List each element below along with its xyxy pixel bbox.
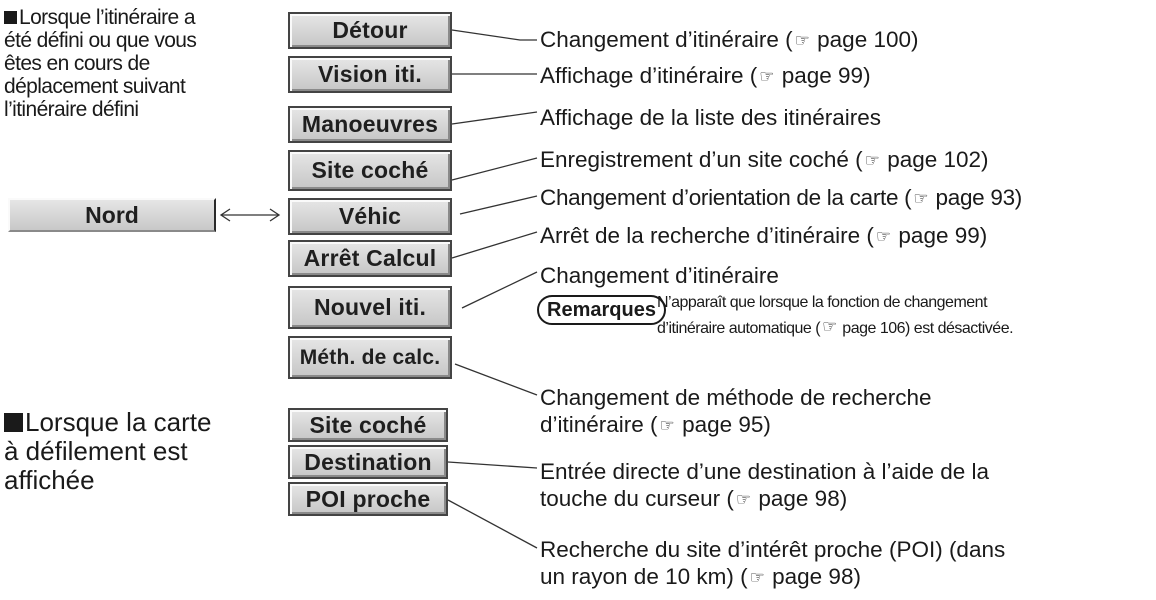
desc-meth-de-calc: Changement de méthode de recherche d’itinéraire ( ☞ page 95)	[540, 385, 932, 437]
caption-line: Lorsque la carte	[4, 408, 274, 437]
page-reference-icon: ☞	[822, 317, 837, 336]
detour-button[interactable]: Détour	[288, 12, 452, 49]
desc-arret-calcul: Arrêt de la recherche d’itinéraire ( ☞ page 99)	[540, 223, 988, 248]
poi-proche-button[interactable]: POI proche	[288, 482, 448, 516]
site-coche-button[interactable]: Site coché	[288, 150, 452, 191]
page-reference-icon: ☞	[875, 227, 891, 246]
page-reference-icon: ☞	[913, 189, 928, 208]
desc-poi-proche: Recherche du site d’intérêt proche (POI) (dans un rayon de 10 km) ( ☞ page 98)	[540, 537, 1006, 589]
page-reference-icon: ☞	[659, 416, 674, 435]
page-reference-icon: ☞	[749, 568, 764, 587]
arret-calcul-button[interactable]: Arrêt Calcul	[288, 240, 452, 277]
desc-vehic: Changement d’orientation de la carte ( ☞ page 93)	[540, 185, 1022, 210]
nouvel-iti-button[interactable]: Nouvel iti.	[288, 286, 452, 329]
desc-manoeuvres: Affichage de la liste des itinéraires	[540, 105, 882, 130]
site-coche-scroll-button[interactable]: Site coché	[288, 408, 448, 442]
vehic-button[interactable]: Véhic	[288, 198, 452, 235]
caption-line: à défilement est	[4, 436, 188, 466]
desc-site-coche: Enregistrement d’un site coché ( ☞ page 102)	[540, 147, 989, 172]
desc-nouvel-iti: Changement d’itinéraire	[540, 263, 779, 288]
page-reference-icon: ☞	[864, 151, 879, 170]
vision-iti-button[interactable]: Vision iti.	[288, 56, 452, 93]
remarques-note-line2: d’itinéraire automatique ( ☞ page 106) est désactivée.	[657, 317, 1014, 337]
caption-line: été défini ou que vous	[4, 29, 197, 52]
caption-line: affichée	[4, 465, 95, 495]
page-reference-icon: ☞	[794, 31, 809, 50]
desc-detour: Changement d’itinéraire ( ☞ page 100)	[540, 27, 919, 52]
meth-de-calc-button[interactable]: Méth. de calc.	[288, 336, 452, 379]
page-reference-icon: ☞	[759, 67, 774, 86]
manoeuvres-button[interactable]: Manoeuvres	[288, 106, 452, 143]
page-reference-icon: ☞	[735, 490, 751, 509]
caption-line: l’itinéraire défini	[4, 98, 139, 121]
nord-button[interactable]: Nord	[8, 198, 216, 232]
desc-destination: Entrée directe d’une destination à l’aide de la touche du curseur ( ☞ page 98)	[540, 459, 990, 511]
remarques-note-line1: N’apparaît que lorsque la fonction de changement	[657, 294, 988, 311]
caption-line: êtes en cours de	[4, 52, 150, 75]
caption-line: Lorsque l’itinéraire a	[4, 6, 274, 29]
caption-line: déplacement suivant	[4, 75, 186, 98]
remarques-badge: Remarques	[537, 295, 666, 325]
destination-button[interactable]: Destination	[288, 445, 448, 479]
desc-vision-iti: Affichage d’itinéraire ( ☞ page 99)	[540, 63, 871, 88]
